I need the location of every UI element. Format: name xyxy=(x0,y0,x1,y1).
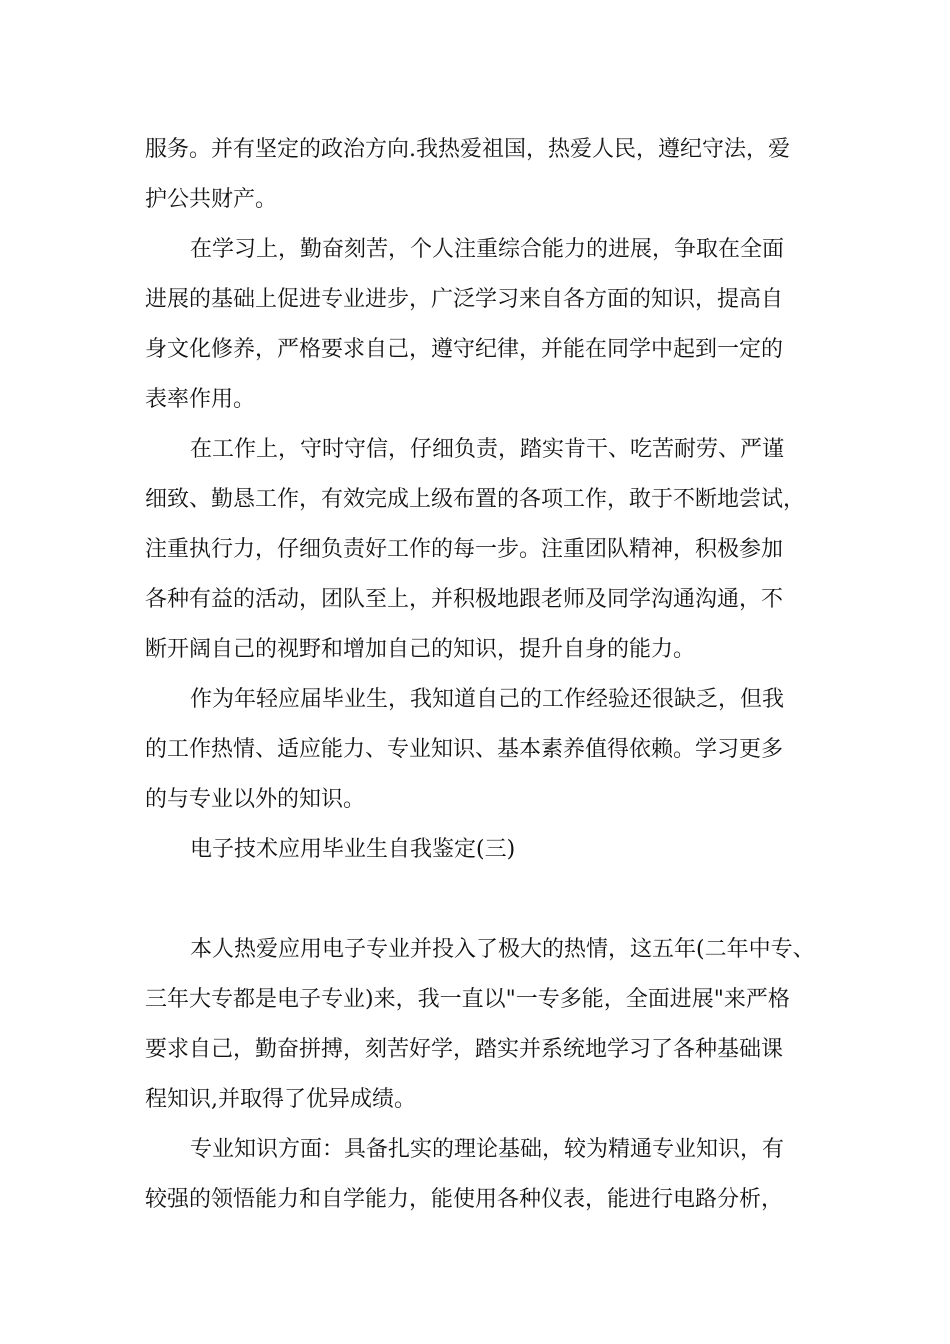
text-line-3: 在学习上，勤奋刻苦，个人注重综合能力的进展，争取在全面 xyxy=(190,237,785,262)
text-line-14: 的与专业以外的知识。 xyxy=(145,787,366,812)
text-line-7: 在工作上，守时守信，仔细负责，踏实肯干、吃苦耐劳、严谨 xyxy=(190,437,785,462)
text-line-11: 断开阔自己的视野和增加自己的知识，提升自身的能力。 xyxy=(145,637,696,662)
text-line-10: 各种有益的活动，团队至上，并积极地跟老师及同学沟通沟通，不 xyxy=(145,587,784,612)
text-line-19: 程知识,并取得了优异成绩。 xyxy=(145,1087,416,1112)
text-line-18: 要求自己，勤奋拼搏，刻苦好学，踏实并系统地学习了各种基础课 xyxy=(145,1037,784,1062)
text-line-6: 表率作用。 xyxy=(145,387,256,412)
text-line-12: 作为年轻应届毕业生，我知道自己的工作经验还很缺乏，但我 xyxy=(190,687,785,712)
text-line-8: 细致、勤恳工作，有效完成上级布置的各项工作，敢于不断地尝试， xyxy=(145,487,806,512)
text-line-21: 较强的领悟能力和自学能力，能使用各种仪表，能进行电路分析， xyxy=(145,1187,784,1212)
text-line-20: 专业知识方面：具备扎实的理论基础，较为精通专业知识，有 xyxy=(190,1137,785,1162)
text-line-13: 的工作热情、适应能力、专业知识、基本素养值得依赖。学习更多 xyxy=(145,737,784,762)
text-line-5: 身文化修养，严格要求自己，遵守纪律，并能在同学中起到一定的 xyxy=(145,337,784,362)
text-line-2: 护公共财产。 xyxy=(145,187,278,212)
text-line-4: 进展的基础上促进专业进步，广泛学习来自各方面的知识，提高自 xyxy=(145,287,784,312)
text-line-9: 注重执行力，仔细负责好工作的每一步。注重团队精神，积极参加 xyxy=(145,537,784,562)
text-line-17: 三年大专都是电子专业)来，我一直以"一专多能，全面进展"来严格 xyxy=(145,987,790,1012)
section-heading: 电子技术应用毕业生自我鉴定(三) xyxy=(190,837,516,862)
text-line-16: 本人热爱应用电子专业并投入了极大的热情，这五年(二年中专、 xyxy=(190,937,815,962)
text-line-1: 服务。并有坚定的政治方向.我热爱祖国，热爱人民，遵纪守法，爱 xyxy=(145,137,790,162)
